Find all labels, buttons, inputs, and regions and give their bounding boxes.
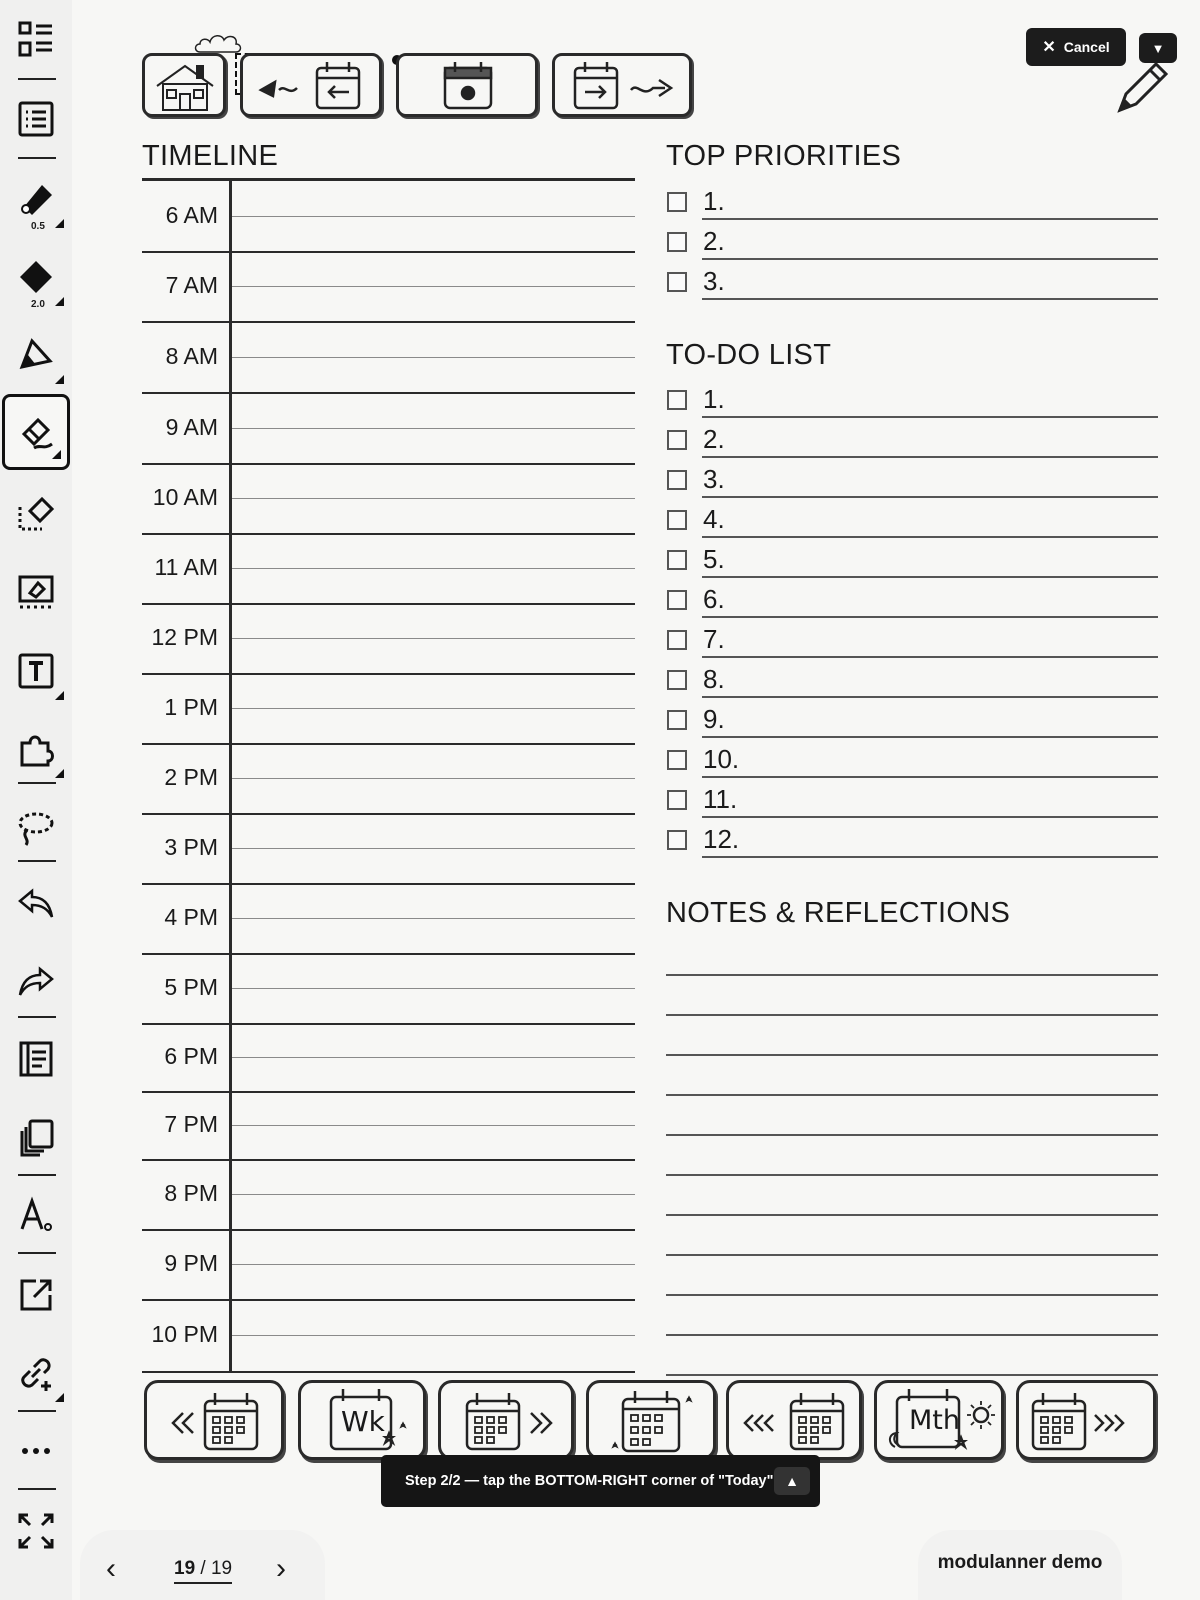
notes-line: [666, 1374, 1158, 1376]
home-button[interactable]: [142, 53, 226, 117]
priority-line[interactable]: [702, 258, 1158, 260]
top-priorities-heading: TOP PRIORITIES: [666, 140, 902, 172]
todo-number: 8.: [703, 664, 725, 694]
marker-icon: [16, 257, 56, 297]
timeline-heading: TIMELINE: [142, 140, 279, 172]
notes-line: [666, 1214, 1158, 1216]
todo-number: 9.: [703, 704, 725, 734]
half-hour-line: [232, 848, 635, 849]
layout-icon[interactable]: [2, 2, 70, 76]
half-hour-line: [232, 1125, 635, 1126]
next-month-calendar-icon: [1029, 1389, 1149, 1453]
timeline-hour-label: 3 PM: [164, 834, 218, 860]
notes-line: [666, 974, 1158, 976]
highlighter-icon: [16, 335, 56, 375]
page-separator: /: [195, 1558, 211, 1579]
timeline-hour-label: 10 AM: [152, 484, 218, 510]
hour-rule: [142, 1299, 635, 1301]
cancel-button[interactable]: [1026, 28, 1126, 66]
left-toolbar: [0, 0, 72, 1600]
marker-tool[interactable]: [2, 240, 70, 314]
todo-checkbox[interactable]: [667, 510, 687, 530]
half-hour-line: [232, 1335, 635, 1336]
todo-checkbox[interactable]: [667, 390, 687, 410]
todo-line[interactable]: [702, 496, 1158, 498]
hour-rule: [142, 1023, 635, 1025]
hour-rule: [142, 1091, 635, 1093]
pen-size-label: 0.5: [31, 221, 45, 232]
timeline-hour-label: 7 PM: [164, 1111, 218, 1137]
hour-rule: [142, 883, 635, 885]
eraser-icon: [16, 412, 56, 452]
timeline-hour-label: 9 PM: [164, 1250, 218, 1276]
todo-checkbox[interactable]: [667, 430, 687, 450]
dropdown-toggle[interactable]: ▼: [1139, 33, 1177, 63]
todo-checkbox[interactable]: [667, 590, 687, 610]
week-label: Wk: [341, 1405, 385, 1438]
notes-line: [666, 1294, 1158, 1296]
next-day-button[interactable]: [552, 53, 692, 117]
expand-corner-icon: [52, 450, 61, 459]
todo-number: 11.: [703, 784, 738, 814]
half-hour-line: [232, 708, 635, 709]
next-day-calendar-icon: [569, 60, 685, 112]
hour-rule: [142, 392, 635, 394]
todo-line[interactable]: [702, 776, 1158, 778]
text-style-icon[interactable]: [2, 1178, 70, 1252]
todo-checkbox[interactable]: [667, 710, 687, 730]
todo-number: 12.: [703, 824, 740, 854]
half-hour-line: [232, 357, 635, 358]
hour-rule: [142, 463, 635, 465]
plugin-icon[interactable]: [2, 712, 70, 786]
onboarding-tooltip: [381, 1455, 820, 1507]
next-week-calendar-icon: [461, 1389, 561, 1453]
previous-day-button[interactable]: [240, 53, 382, 117]
todo-line[interactable]: [702, 616, 1158, 618]
month-view-button[interactable]: [874, 1380, 1004, 1460]
highlighter-tool[interactable]: [2, 318, 70, 392]
notes-line: [666, 1174, 1158, 1176]
cancel-label: Cancel: [1063, 39, 1110, 55]
half-hour-line: [232, 988, 635, 989]
hour-rule: [142, 743, 635, 745]
todo-checkbox[interactable]: [667, 750, 687, 770]
timeline-hour-label: 5 PM: [164, 974, 218, 1000]
page-navigator: [80, 1530, 325, 1600]
timeline-hour-label: 12 PM: [151, 624, 218, 650]
lasso-icon[interactable]: [2, 790, 70, 864]
half-hour-line: [232, 918, 635, 919]
todo-line[interactable]: [702, 576, 1158, 578]
todo-heading: TO-DO LIST: [666, 339, 832, 371]
close-icon: ✕: [1042, 39, 1056, 56]
half-hour-line: [232, 1194, 635, 1195]
eraser-tool[interactable]: [2, 394, 70, 470]
current-page: 19: [174, 1558, 196, 1579]
timeline-hour-label: 8 PM: [164, 1180, 218, 1206]
todo-checkbox[interactable]: [667, 550, 687, 570]
previous-month-button[interactable]: [726, 1380, 862, 1460]
hour-rule: [142, 673, 635, 675]
marker-size-label: 2.0: [31, 299, 45, 310]
todo-checkbox[interactable]: [667, 630, 687, 650]
hour-rule: [142, 953, 635, 955]
todo-number: 5.: [703, 544, 725, 574]
expand-corner-icon: [55, 297, 64, 306]
priority-number: 1.: [703, 186, 725, 216]
hour-rule: [142, 251, 635, 253]
month-grid-button[interactable]: [586, 1380, 716, 1460]
redo-icon[interactable]: [2, 944, 70, 1018]
priority-line[interactable]: [702, 298, 1158, 300]
todo-number: 3.: [703, 464, 725, 494]
pencil-icon[interactable]: [1112, 58, 1172, 118]
todo-line[interactable]: [702, 696, 1158, 698]
page-template-icon[interactable]: [2, 1022, 70, 1096]
half-hour-line: [232, 1057, 635, 1058]
next-month-button[interactable]: [1016, 1380, 1156, 1460]
notes-line: [666, 1334, 1158, 1336]
priority-checkbox[interactable]: [667, 272, 687, 292]
notes-line: [666, 1014, 1158, 1016]
hour-rule: [142, 321, 635, 323]
link-icon[interactable]: [2, 1336, 70, 1410]
half-hour-line: [232, 498, 635, 499]
todo-line[interactable]: [702, 856, 1158, 858]
house-icon: [151, 58, 219, 114]
notes-line: [666, 1254, 1158, 1256]
notes-line: [666, 1054, 1158, 1056]
timeline-hour-label: 8 AM: [165, 343, 218, 369]
todo-line[interactable]: [702, 536, 1158, 538]
expand-corner-icon: [55, 769, 64, 778]
timeline-hour-label: 1 PM: [164, 694, 218, 720]
priority-number: 2.: [703, 226, 725, 256]
hour-rule: [142, 533, 635, 535]
expand-corner-icon: [55, 219, 64, 228]
document-title: modulanner demo: [918, 1530, 1122, 1600]
timeline-hour-label: 10 PM: [151, 1321, 218, 1347]
half-hour-line: [232, 216, 635, 217]
prev-day-calendar-icon: [253, 60, 375, 112]
todo-line[interactable]: [702, 656, 1158, 658]
half-hour-line: [232, 638, 635, 639]
priority-line[interactable]: [702, 218, 1158, 220]
tooltip-collapse-button[interactable]: ▲: [774, 1467, 810, 1495]
priority-number: 3.: [703, 266, 725, 296]
priority-checkbox[interactable]: [667, 232, 687, 252]
timeline-hour-label: 11 AM: [154, 554, 218, 580]
half-hour-line: [232, 568, 635, 569]
share-icon[interactable]: [2, 1258, 70, 1332]
todo-checkbox[interactable]: [667, 790, 687, 810]
notes-line: [666, 1094, 1158, 1096]
todo-line[interactable]: [702, 736, 1158, 738]
half-hour-line: [232, 1264, 635, 1265]
timeline-hour-label: 6 AM: [165, 202, 218, 228]
half-hour-line: [232, 778, 635, 779]
hour-rule: [142, 1229, 635, 1231]
pen-tool[interactable]: [2, 162, 70, 236]
more-icon[interactable]: [2, 1414, 70, 1488]
page-counter[interactable]: [174, 1558, 232, 1584]
hour-rule: [142, 1371, 635, 1373]
timeline-hour-label: 2 PM: [164, 764, 218, 790]
undo-icon[interactable]: [2, 866, 70, 940]
month-grid-calendar-icon: [609, 1387, 701, 1457]
timeline-top-rule: [142, 178, 635, 181]
total-pages: 19: [210, 1558, 233, 1579]
todo-number: 6.: [703, 584, 725, 614]
previous-week-button[interactable]: [144, 1380, 284, 1460]
expand-corner-icon: [55, 375, 64, 384]
todo-checkbox[interactable]: [667, 830, 687, 850]
priority-checkbox[interactable]: [667, 192, 687, 212]
previous-page-button[interactable]: ‹: [106, 1552, 116, 1585]
hour-rule: [142, 1159, 635, 1161]
fullscreen-icon[interactable]: [2, 1494, 70, 1568]
expand-corner-icon: [55, 691, 64, 700]
half-hour-line: [232, 428, 635, 429]
notes-line: [666, 1134, 1158, 1136]
timeline-hour-label: 7 AM: [165, 272, 218, 298]
todo-number: 10.: [703, 744, 740, 774]
todo-number: 2.: [703, 424, 725, 454]
text-box-icon[interactable]: [2, 634, 70, 708]
todo-checkbox[interactable]: [667, 670, 687, 690]
erase-page-icon[interactable]: [2, 554, 70, 628]
todo-number: 4.: [703, 504, 725, 534]
todo-line[interactable]: [702, 816, 1158, 818]
todo-line[interactable]: [702, 416, 1158, 418]
half-hour-line: [232, 286, 635, 287]
today-calendar-icon: [441, 60, 495, 112]
hour-rule: [142, 603, 635, 605]
todo-number: 7.: [703, 624, 725, 654]
area-eraser-icon[interactable]: [2, 476, 70, 550]
timeline-hour-label: 9 AM: [165, 414, 218, 440]
todo-checkbox[interactable]: [667, 470, 687, 490]
next-week-button[interactable]: [438, 1380, 574, 1460]
timeline-hour-label: 4 PM: [164, 904, 218, 930]
prev-week-calendar-icon: [167, 1389, 267, 1453]
prev-month-calendar-icon: [739, 1389, 855, 1453]
todo-line[interactable]: [702, 456, 1158, 458]
week-view-button[interactable]: [298, 1380, 426, 1460]
month-label: Mth: [909, 1405, 960, 1436]
hour-rule: [142, 813, 635, 815]
todo-number: 1.: [703, 384, 725, 414]
smoke-icon: [192, 18, 248, 58]
list-icon[interactable]: [2, 82, 70, 156]
today-button[interactable]: [396, 53, 538, 117]
notes-heading: NOTES & REFLECTIONS: [666, 897, 1011, 929]
expand-corner-icon: [55, 1393, 64, 1402]
next-page-button[interactable]: ›: [276, 1552, 286, 1585]
pen-icon: [16, 179, 56, 219]
timeline-hour-label: 6 PM: [164, 1043, 218, 1069]
duplicate-icon[interactable]: [2, 1100, 70, 1174]
tooltip-text: Step 2/2 — tap the BOTTOM-RIGHT corner of "Today": [405, 1473, 774, 1489]
